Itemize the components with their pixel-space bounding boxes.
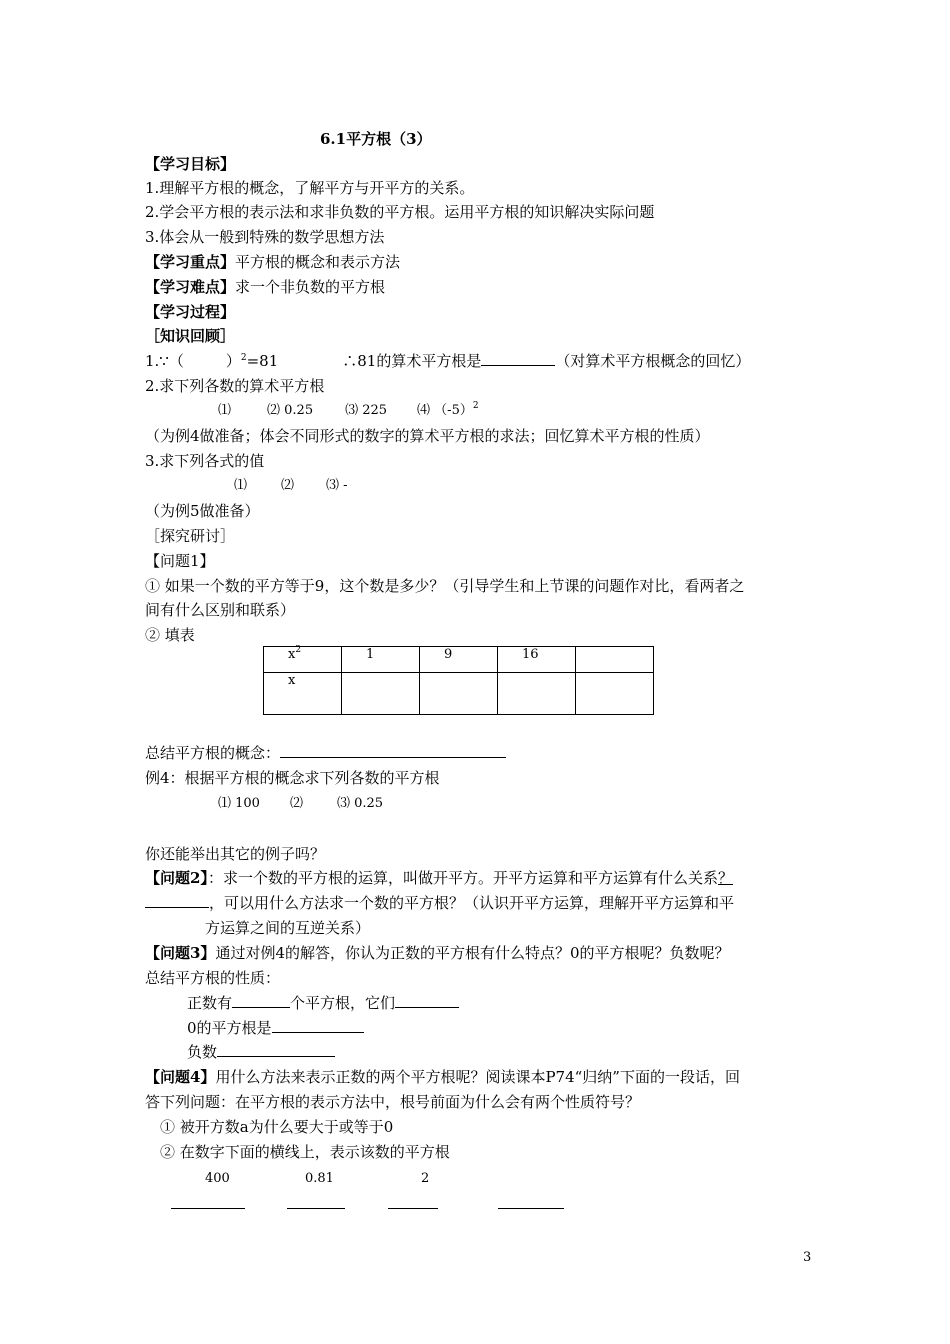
objective-item: 3.体会从一般到特殊的数学思想方法 <box>145 228 385 246</box>
objectives-heading: 【学习目标】 <box>145 155 236 173</box>
positive-count-blank[interactable] <box>232 992 290 1008</box>
problem2-heading: 【问题2】 <box>145 869 208 887</box>
q3-item-1: ⑴ <box>234 478 248 493</box>
problem4-heading: 【问题4】 <box>145 1068 216 1086</box>
fill-table <box>263 646 654 715</box>
problem3-line1: 【问题3】通过对例4的解答，你认为正数的平方根有什么特点？0的平方根呢？负数呢？ <box>145 944 730 962</box>
difficulty-text: 求一个非负数的平方根 <box>235 278 386 296</box>
problem3-heading: 【问题3】 <box>145 944 216 962</box>
process-heading: 【学习过程】 <box>145 303 236 321</box>
table-cell: 9 <box>420 647 498 673</box>
fill-table-label: ② 填表 <box>145 626 195 644</box>
problem4-item2: ② 在数字下面的横线上，表示该数的平方根 <box>160 1143 450 1161</box>
positive-relation-blank[interactable] <box>395 992 459 1008</box>
difficulty-heading: 【学习难点】 <box>145 278 236 296</box>
table-cell: 1 <box>342 647 420 673</box>
q1-rest: =81 <box>246 352 279 370</box>
problem2-line1: 【问题2】：求一个数的平方根的运算，叫做开平方。开平方运算和平方运算有什么关系？ <box>145 869 733 887</box>
review-q3-title: 3.求下列各式的值 <box>145 452 265 470</box>
sqrt-number: 400 <box>205 1171 230 1186</box>
problem1-line2: 间有什么区别和联系） <box>145 601 296 619</box>
answer-blank-line[interactable] <box>388 1208 438 1209</box>
table-answer-cell[interactable] <box>498 673 576 715</box>
explore-heading: ［探究研讨］ <box>145 527 236 545</box>
q3-item-3: ⑶ - <box>326 478 348 493</box>
answer-blank-line[interactable] <box>287 1208 345 1209</box>
table-header-cell: x <box>264 673 342 715</box>
page-title: 6.1平方根（3） <box>320 130 432 148</box>
problem4-line1: 【问题4】用什么方法来表示正数的两个平方根呢？阅读课本P74“归纳”下面的一段话，回 <box>145 1068 740 1086</box>
problem1-heading: 【问题1】 <box>145 552 215 570</box>
q2-item-2: ⑵ 0.25 <box>267 403 314 418</box>
sqrt-number: 0.81 <box>305 1171 334 1186</box>
q1-sup: 2 <box>240 353 247 363</box>
problem4-item1: ① 被开方数a为什么要大于或等于0 <box>160 1118 394 1136</box>
objective-item: 1.理解平方根的概念，了解平方与开平方的关系。 <box>145 179 475 197</box>
objective-item: 2.学会平方根的表示法和求非负数的平方根。运用平方根的知识解决实际问题 <box>145 203 655 221</box>
answer-blank-line[interactable] <box>171 1208 245 1209</box>
focus-heading: 【学习重点】 <box>145 253 236 271</box>
negative-property: 负数 <box>187 1041 335 1063</box>
table-cell[interactable] <box>576 647 654 673</box>
concept-summary: 总结平方根的概念： <box>145 742 506 764</box>
review-q1 <box>145 350 750 375</box>
q2-item-4-sup: 2 <box>472 401 479 411</box>
difficulty-line <box>145 276 385 298</box>
problem4-line2: 答下列问题：在平方根的表示方法中，根号前面为什么会有两个性质符号？ <box>145 1093 641 1111</box>
review-q2-note: （为例4做准备；体会不同形式的数字的算术平方根的求法；回忆算术平方根的性质） <box>145 427 710 445</box>
problem2-line3: 方运算之间的互逆关系） <box>205 919 371 937</box>
q2-item-4: ⑷ （-5） <box>417 403 473 418</box>
review-heading: ［知识回顾］ <box>145 327 236 345</box>
focus-text: 平方根的概念和表示方法 <box>235 253 401 271</box>
table-header-cell: $x^2$ <box>264 647 342 673</box>
sqrt-number: 2 <box>421 1171 430 1186</box>
q2-item-1: ⑴ <box>218 403 232 418</box>
ex4-item-3: ⑶ 0.25 <box>336 796 384 811</box>
problem2-blank[interactable] <box>145 892 209 908</box>
table-answer-cell[interactable] <box>342 673 420 715</box>
example4-text: 例4：根据平方根的概念求下列各数的平方根 <box>145 769 440 787</box>
problem2-line2: ，可以用什么方法求一个数的平方根？（认识开平方运算，理解开平方运算和平 <box>145 892 734 914</box>
review-q2-title: 2.求下列各数的算术平方根 <box>145 377 325 395</box>
answer-blank-line[interactable] <box>498 1208 564 1209</box>
q3-item-2: ⑵ <box>281 478 295 493</box>
q1-open: 1.∵（ <box>145 352 184 370</box>
focus-line <box>145 251 400 273</box>
positive-property: 正数有 个平方根，它们 <box>187 992 459 1014</box>
review-q2-items <box>218 400 479 423</box>
q1-close: ） <box>225 352 241 370</box>
problem1-line1: ① 如果一个数的平方等于9，这个数是多少？（引导学生和上节课的问题作对比，看两者之 <box>145 577 745 595</box>
concept-summary-blank[interactable] <box>280 742 506 758</box>
review-q3-items <box>234 475 348 497</box>
review-q3-note: （为例5做准备） <box>145 502 260 520</box>
negative-blank[interactable] <box>217 1041 335 1057</box>
q1-note: （对算术平方根概念的回忆） <box>555 352 751 370</box>
zero-blank[interactable] <box>272 1017 364 1033</box>
q1-answer-blank[interactable] <box>481 350 555 366</box>
zero-property: 0的平方根是 <box>187 1017 364 1039</box>
q1-therefore: ∴81的算术平方根是 <box>342 352 482 370</box>
property-summary: 总结平方根的性质： <box>145 969 281 987</box>
q2-item-3: ⑶ 225 <box>345 403 388 418</box>
page-number: 3 <box>803 1250 812 1265</box>
ex4-item-2: ⑵ <box>289 796 303 811</box>
table-answer-cell[interactable] <box>576 673 654 715</box>
table-cell: 16 <box>498 647 576 673</box>
table-answer-cell[interactable] <box>420 673 498 715</box>
example4-items <box>218 793 383 815</box>
more-examples: 你还能举出其它的例子吗？ <box>145 845 326 863</box>
ex4-item-1: ⑴ 100 <box>218 796 260 811</box>
